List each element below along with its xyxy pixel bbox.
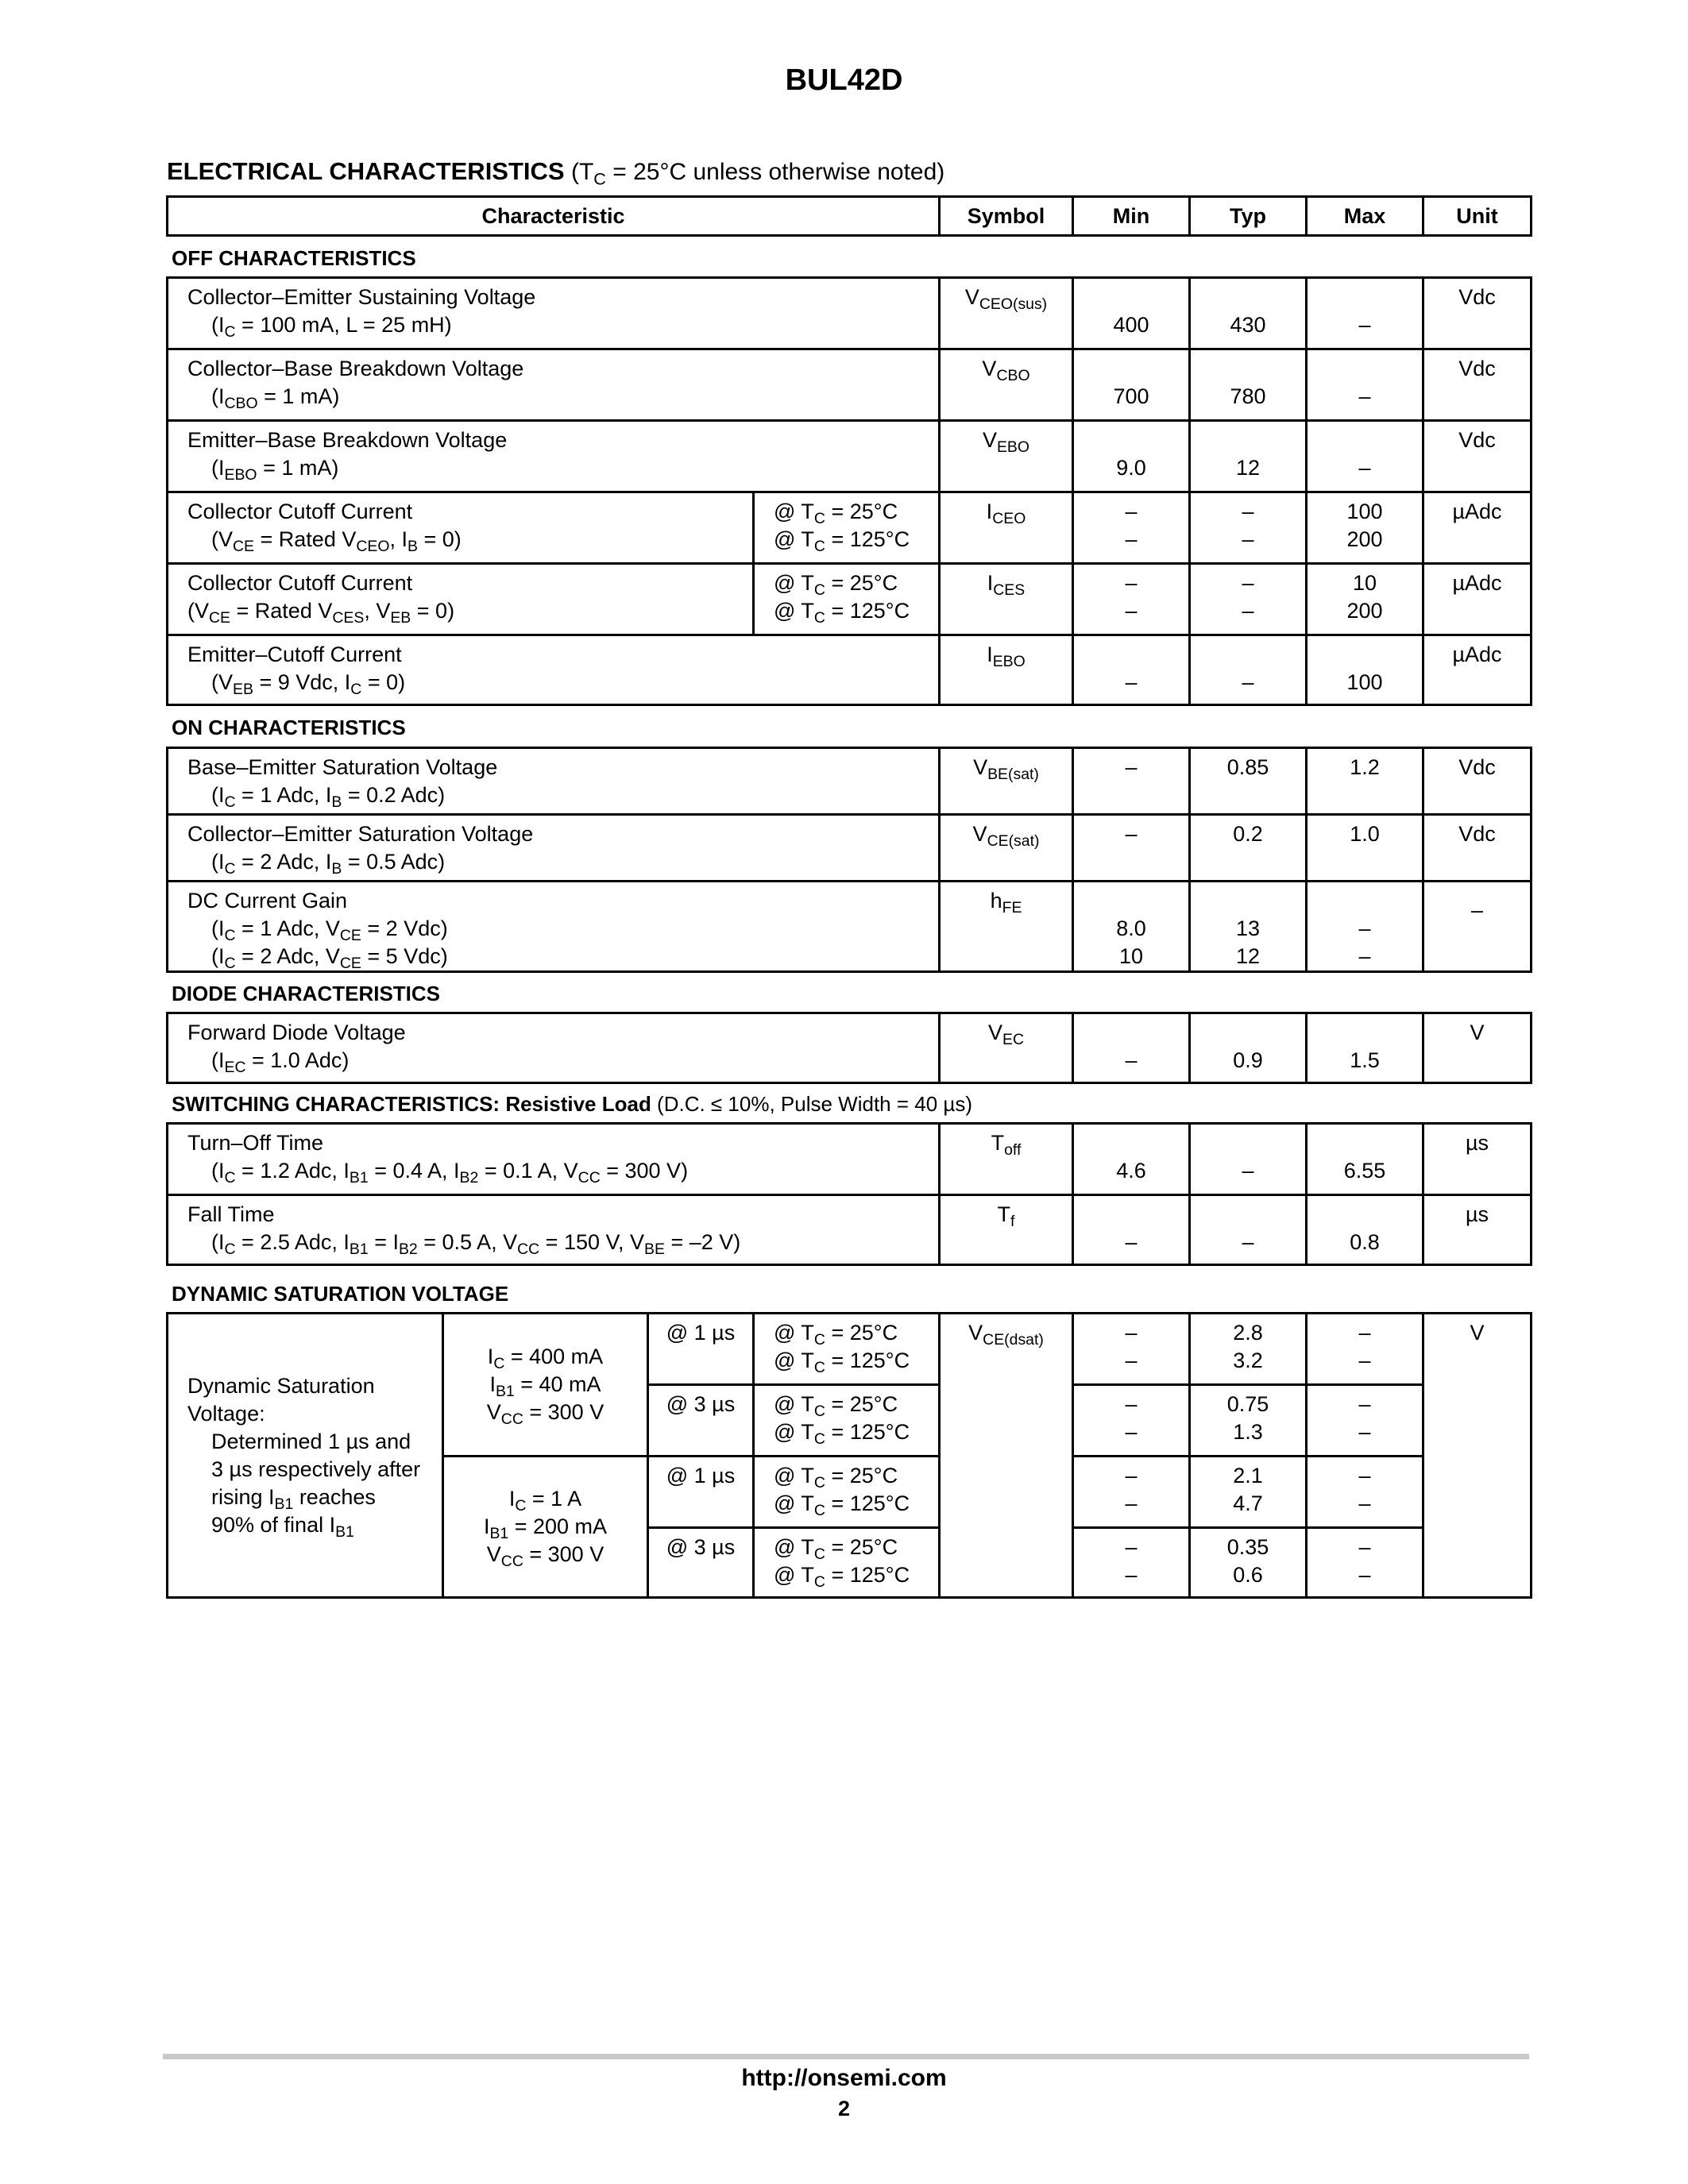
- vec-max: 1.5: [1350, 1048, 1380, 1072]
- ices-temp2: @ $T_C = 125^\circ C$: [774, 599, 910, 627]
- vcbo-typ: 780: [1230, 384, 1266, 408]
- dyn-cond-a: $I_C = 400$ mA $I_{B1} = 40$ mA $V_{CC} = 300$ V: [443, 1314, 648, 1457]
- vceo-min: 400: [1113, 313, 1149, 337]
- iebo-cond: ($V_{EB} = 9$ Vdc, $I_C = 0$): [211, 670, 406, 698]
- iebo-name: Emitter–Cutoff Current: [187, 642, 402, 666]
- table-row: [168, 492, 1532, 564]
- heading-note: ($T_C = 25^\circ C$ unless otherwise noted): [570, 159, 945, 189]
- ices-symbol: $I_{CES}$: [987, 571, 1026, 599]
- vceo-name: Collector–Emitter Sustaining Voltage: [187, 285, 536, 309]
- table-row: [168, 564, 1532, 635]
- vce-max: 1.0: [1350, 822, 1380, 846]
- iebo-max: 100: [1346, 670, 1383, 694]
- table-row: [168, 635, 1532, 705]
- iceo-min1: –: [1125, 500, 1138, 523]
- section-dynamic: DYNAMIC SATURATION VOLTAGE: [172, 1282, 509, 1306]
- vbe-name: Base–Emitter Saturation Voltage: [187, 755, 498, 779]
- tf-symbol: $T_f$: [997, 1202, 1015, 1230]
- table-row: [168, 815, 1532, 882]
- iebo-unit: µAdc: [1452, 642, 1502, 666]
- table-row: [168, 421, 1532, 492]
- iebo-typ: –: [1242, 670, 1254, 694]
- vbe-min: –: [1125, 755, 1138, 779]
- vec-cond: ($I_{EC} = 1.0$ Adc): [211, 1048, 350, 1076]
- vec-typ: 0.9: [1233, 1048, 1263, 1072]
- vceo-cond: ($I_C = 100$ mA, L = 25 mH): [211, 313, 452, 341]
- hfe-min1: 8.0: [1116, 916, 1146, 940]
- vebo-min: 9.0: [1116, 456, 1146, 480]
- vce-symbol: $V_{CE(sat)}$: [972, 822, 1040, 850]
- hfe-max2: –: [1358, 944, 1371, 968]
- dyn-time-1a: @ 1 µs: [666, 1321, 736, 1345]
- dyn-desc-3: Determined 1 µs and: [211, 1429, 411, 1453]
- ices-min2: –: [1125, 599, 1138, 623]
- vcbo-max: –: [1358, 384, 1371, 408]
- col-unit: Unit: [1423, 197, 1532, 236]
- table-row: @ 3 µs @ $T_C = 25^\circ C$ @ $T_C = 125^\circ C$ – – 0.75 1.3 – –: [168, 1385, 1532, 1457]
- ices-name: Collector Cutoff Current: [187, 571, 413, 595]
- vec-min: –: [1125, 1048, 1138, 1072]
- table-row: [168, 1013, 1532, 1083]
- ices-unit: µAdc: [1452, 571, 1502, 595]
- tf-typ: –: [1242, 1230, 1254, 1254]
- dyn-desc-1: Dynamic Saturation: [187, 1373, 375, 1398]
- page-number: 2: [837, 2097, 851, 2120]
- dyn-time-3a: @ 3 µs: [666, 1392, 736, 1416]
- iceo-temp1: @ $T_C = 25^\circ C$: [774, 500, 898, 527]
- ices-temp1: @ $T_C = 25^\circ C$: [774, 571, 898, 599]
- vceo-symbol: $V_{CEO(sus)}$: [964, 285, 1048, 313]
- col-max: Max: [1307, 197, 1423, 236]
- toff-name: Turn–Off Time: [187, 1131, 324, 1155]
- vce-name: Collector–Emitter Saturation Voltage: [187, 822, 534, 846]
- vec-symbol: $V_{EC}$: [987, 1021, 1025, 1048]
- table-row: [168, 349, 1532, 421]
- switching-table: [166, 1122, 1532, 1266]
- dyn-desc-4: 3 µs respectively after: [211, 1457, 421, 1481]
- footer-divider: [163, 2054, 1529, 2059]
- hfe-unit: –: [1470, 898, 1484, 922]
- vcbo-min: 700: [1113, 384, 1149, 408]
- table-row: Dynamic Saturation Voltage: Determined 1 µs and 3 µs respectively after rising $I_{B1}$ reaches 90% of final $I_{B1}$ $I_C = 400$ mA $I_{B1} = 40$ mA $V_{CC} = 300$ V @ 1 µs @ $T_C = 25^\circ C$ @ $T_C = 125^\circ C$ $V_{CE(dsat)}$ – – 2.8 3.2 – – V: [168, 1314, 1532, 1385]
- toff-typ: –: [1242, 1159, 1254, 1183]
- hfe-name: DC Current Gain: [187, 889, 348, 913]
- ices-max2: 200: [1346, 599, 1383, 623]
- tf-min: –: [1125, 1230, 1138, 1254]
- col-typ: Typ: [1190, 197, 1307, 236]
- tf-max: 0.8: [1350, 1230, 1380, 1254]
- vcbo-cond: ($I_{CBO} = 1$ mA): [211, 384, 340, 412]
- vce-typ: 0.2: [1233, 822, 1263, 846]
- diode-table: [166, 1012, 1532, 1084]
- tf-unit: µs: [1465, 1202, 1489, 1226]
- hfe-min2: 10: [1118, 944, 1144, 968]
- toff-max: 6.55: [1343, 1159, 1386, 1183]
- hfe-symbol: $h_{FE}$: [990, 889, 1022, 916]
- hfe-cond2: ($I_C = 2$ Adc, $V_{CE} = 5$ Vdc): [211, 944, 448, 972]
- hfe-max1: –: [1358, 916, 1371, 940]
- vceo-max: –: [1358, 313, 1371, 337]
- hfe-typ2: 12: [1235, 944, 1261, 968]
- toff-unit: µs: [1465, 1131, 1489, 1155]
- table-heading: [167, 157, 945, 189]
- ices-min1: –: [1125, 571, 1138, 595]
- vec-name: Forward Diode Voltage: [187, 1021, 406, 1044]
- col-symbol: Symbol: [940, 197, 1073, 236]
- vebo-cond: ($I_{EBO} = 1$ mA): [211, 456, 339, 484]
- ices-max1: 10: [1352, 571, 1377, 595]
- col-min: Min: [1073, 197, 1190, 236]
- vbe-symbol: $V_{BE(sat)}$: [973, 755, 1039, 783]
- dynamic-table: [166, 1312, 1532, 1599]
- vce-unit: Vdc: [1458, 822, 1496, 846]
- ices-typ2: –: [1242, 599, 1254, 623]
- dyn-unit: V: [1470, 1321, 1485, 1345]
- vec-unit: V: [1470, 1021, 1485, 1044]
- on-table: [166, 747, 1532, 973]
- iceo-typ1: –: [1242, 500, 1254, 523]
- dyn-time-1b: @ 1 µs: [666, 1464, 736, 1488]
- vcbo-name: Collector–Base Breakdown Voltage: [187, 357, 524, 380]
- dyn-desc-6: 90% of final $I_{B1}$: [211, 1512, 354, 1541]
- toff-cond: ($I_C = 1.2$ Adc, $I_{B1} = 0.4$ A, $I_{B2} = 0.1$ A, $V_{CC} = 300$ V): [211, 1159, 689, 1187]
- vbe-typ: 0.85: [1226, 755, 1269, 779]
- hfe-typ1: 13: [1235, 916, 1261, 940]
- dyn-time-3b: @ 3 µs: [666, 1535, 736, 1559]
- vce-min: –: [1125, 822, 1138, 846]
- dyn-desc-5: rising $I_{B1}$ reaches: [211, 1484, 376, 1513]
- iebo-symbol: $I_{EBO}$: [987, 642, 1026, 670]
- table-row: [168, 1195, 1532, 1265]
- vce-cond: ($I_C = 2$ Adc, $I_B = 0.5$ Adc): [211, 850, 446, 878]
- dyn-cond-b: $I_C = 1$ A $I_{B1} = 200$ mA $V_{CC} = 300$ V: [443, 1457, 648, 1598]
- section-off: OFF CHARACTERISTICS: [172, 246, 416, 270]
- iebo-min: –: [1125, 670, 1138, 694]
- vebo-typ: 12: [1235, 456, 1261, 480]
- vebo-symbol: $V_{EBO}$: [982, 428, 1030, 456]
- vcbo-unit: Vdc: [1458, 357, 1496, 380]
- iceo-temp2: @ $T_C = 125^\circ C$: [774, 527, 910, 555]
- toff-symbol: $T_{off}$: [991, 1131, 1022, 1159]
- heading-bold: ELECTRICAL CHARACTERISTICS: [167, 157, 565, 185]
- tf-name: Fall Time: [187, 1202, 275, 1226]
- iceo-max2: 200: [1346, 527, 1383, 551]
- iceo-unit: µAdc: [1452, 500, 1502, 523]
- vbe-max: 1.2: [1350, 755, 1380, 779]
- section-diode: DIODE CHARACTERISTICS: [172, 982, 441, 1005]
- table-row: $I_C = 1$ A $I_{B1} = 200$ mA $V_{CC} = 300$ V @ 1 µs @ $T_C = 25^\circ C$ @ $T_C = 125^\circ C$ – – 2.1 4.7 – –: [168, 1457, 1532, 1528]
- dyn-desc-2: Voltage:: [187, 1401, 265, 1426]
- vceo-typ: 430: [1230, 313, 1266, 337]
- toff-min: 4.6: [1116, 1159, 1146, 1183]
- iceo-name: Collector Cutoff Current: [187, 500, 413, 523]
- table-row: [168, 748, 1532, 815]
- page-title: BUL42D: [785, 64, 903, 97]
- vebo-unit: Vdc: [1458, 428, 1496, 452]
- vceo-unit: Vdc: [1458, 285, 1496, 309]
- table-row: [168, 882, 1532, 972]
- header-table: [166, 195, 1532, 237]
- vbe-unit: Vdc: [1458, 755, 1496, 779]
- table-row: [168, 1124, 1532, 1195]
- footer-link[interactable]: http://onsemi.com: [741, 2065, 947, 2091]
- col-characteristic: Characteristic: [168, 197, 940, 236]
- ices-typ1: –: [1242, 571, 1254, 595]
- iceo-typ2: –: [1242, 527, 1254, 551]
- tf-cond: ($I_C = 2.5$ Adc, $I_{B1} = I_{B2} = 0.5$ A, $V_{CC} = 150$ V, $V_{BE} = -2$ V): [211, 1230, 741, 1258]
- iceo-max1: 100: [1346, 500, 1383, 523]
- vebo-max: –: [1358, 456, 1371, 480]
- iceo-min2: –: [1125, 527, 1138, 551]
- vebo-name: Emitter–Base Breakdown Voltage: [187, 428, 508, 452]
- table-row: @ 3 µs @ $T_C = 25^\circ C$ @ $T_C = 125^\circ C$ – – 0.35 0.6 – –: [168, 1528, 1532, 1598]
- vbe-cond: ($I_C = 1$ Adc, $I_B = 0.2$ Adc): [211, 783, 446, 811]
- dyn-symbol: $V_{CE(dsat)}$: [968, 1321, 1044, 1349]
- off-table: [166, 276, 1532, 706]
- ices-cond: ($V_{CE}$ = Rated $V_{CES}$, $V_{EB} = 0$): [187, 599, 455, 627]
- iceo-symbol: $I_{CEO}$: [986, 500, 1026, 527]
- hfe-cond1: ($I_C = 1$ Adc, $V_{CE} = 2$ Vdc): [211, 916, 448, 944]
- table-row: [168, 278, 1532, 349]
- section-on: ON CHARACTERISTICS: [172, 716, 406, 739]
- section-switching: SWITCHING CHARACTERISTICS: Resistive Load (D.C. ≤ 10%, Pulse Width = 40 µs): [172, 1092, 973, 1116]
- iceo-cond: ($V_{CE}$ = Rated $V_{CEO}$, $I_B = 0$): [211, 527, 462, 555]
- vcbo-symbol: $V_{CBO}$: [982, 357, 1030, 384]
